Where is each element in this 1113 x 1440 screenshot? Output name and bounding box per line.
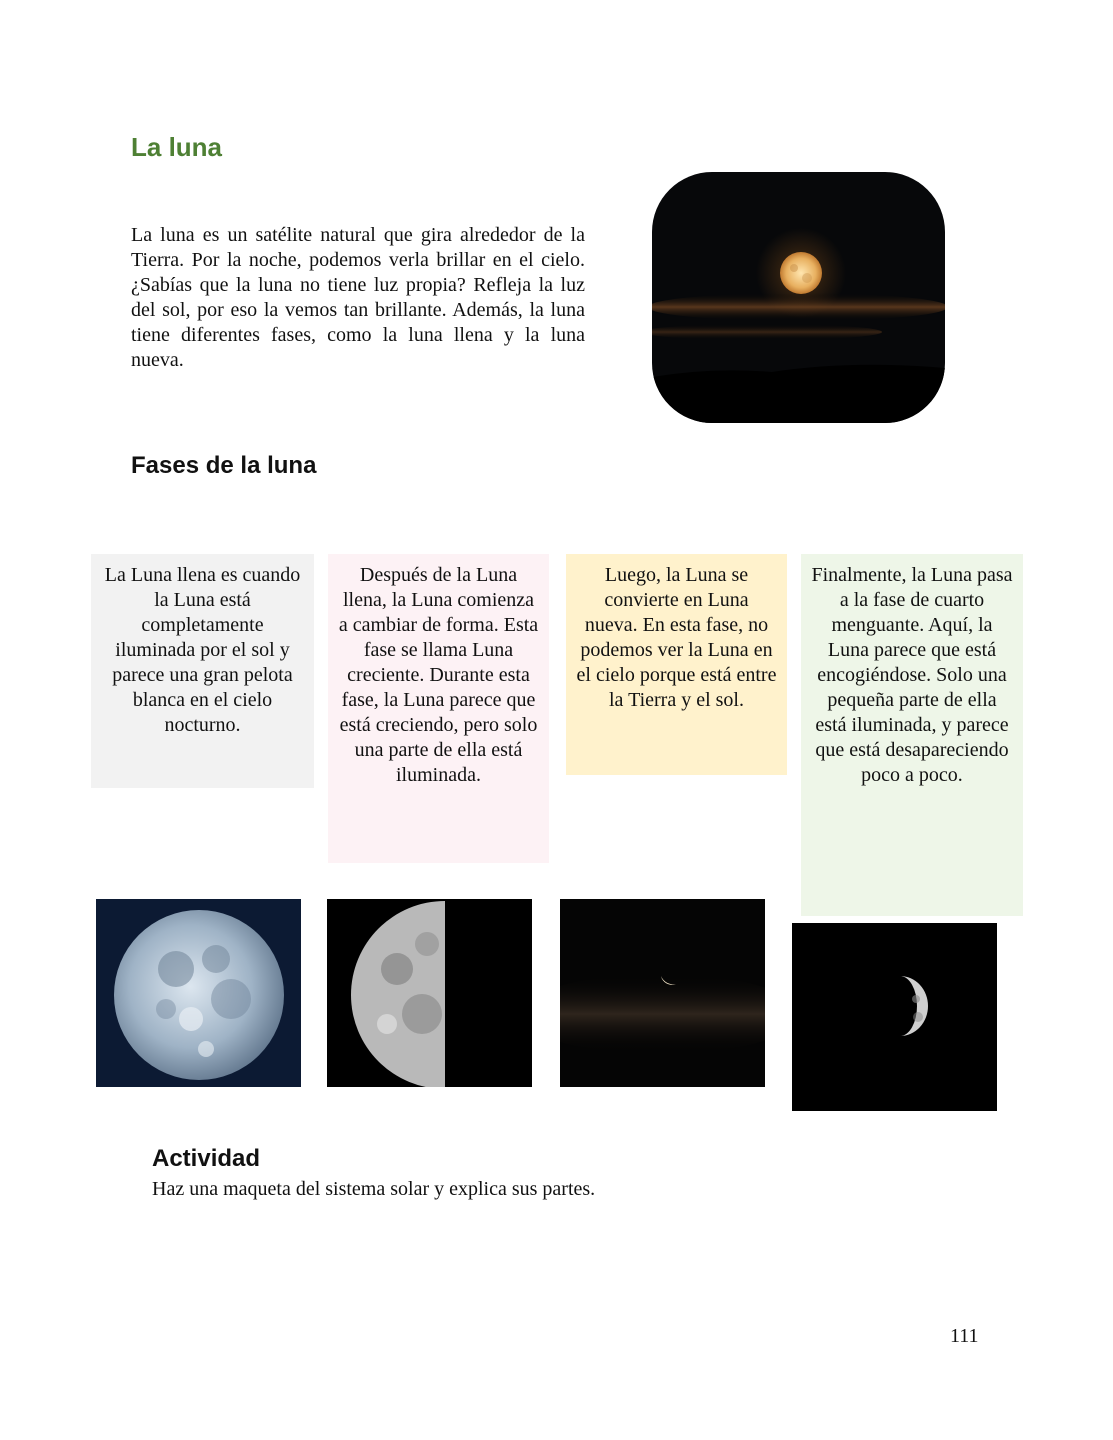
crescent-moon-photo — [560, 899, 765, 1087]
full-moon-night-image — [652, 172, 945, 423]
activity-text: Haz una maqueta del sistema solar y explica sus partes. — [152, 1178, 596, 1200]
phase-card-waxing-moon: Después de la Luna llena, la Luna comienza a cambiar de forma. Esta fase se llama Luna creciente. Durante esta fase, la Luna parece que está creciendo, pero solo una parte de ella está iluminada. — [328, 554, 549, 863]
activity-heading: Actividad — [152, 1145, 261, 1172]
waning-moon-photo — [792, 923, 997, 1111]
intro-paragraph: La luna es un satélite natural que gira alrededor de la Tierra. Por la noche, podemos verla brillar en el cielo. ¿Sabías que la luna no tiene luz propia? Refleja la luz del sol, por eso la vemos tan brillante. Además, la luna tiene diferentes fases, como la luna llena y la luna nueva. — [131, 224, 585, 371]
phases-heading: Fases de la luna — [131, 452, 317, 479]
full-moon-night-photo — [652, 172, 945, 423]
phase-card-full-moon: La Luna llena es cuando la Luna está completamente iluminada por el sol y parece una gran pelota blanca en el cielo nocturno. — [91, 554, 314, 788]
phase-card-new-moon: Luego, la Luna se convierte en Luna nueva. En esta fase, no podemos ver la Luna en el cielo porque está entre la Tierra y el sol. — [566, 554, 787, 775]
page-title: La luna — [131, 132, 223, 162]
phase-card-waning-moon: Finalmente, la Luna pasa a la fase de cuarto menguante. Aquí, la Luna parece que está encogiéndose. Solo una pequeña parte de ella está iluminada, y parece que está desapareciendo poco a poco. — [801, 554, 1023, 916]
full-moon-photo — [96, 899, 301, 1087]
page-number: 111 — [950, 1325, 979, 1347]
half-moon-photo — [327, 899, 532, 1087]
